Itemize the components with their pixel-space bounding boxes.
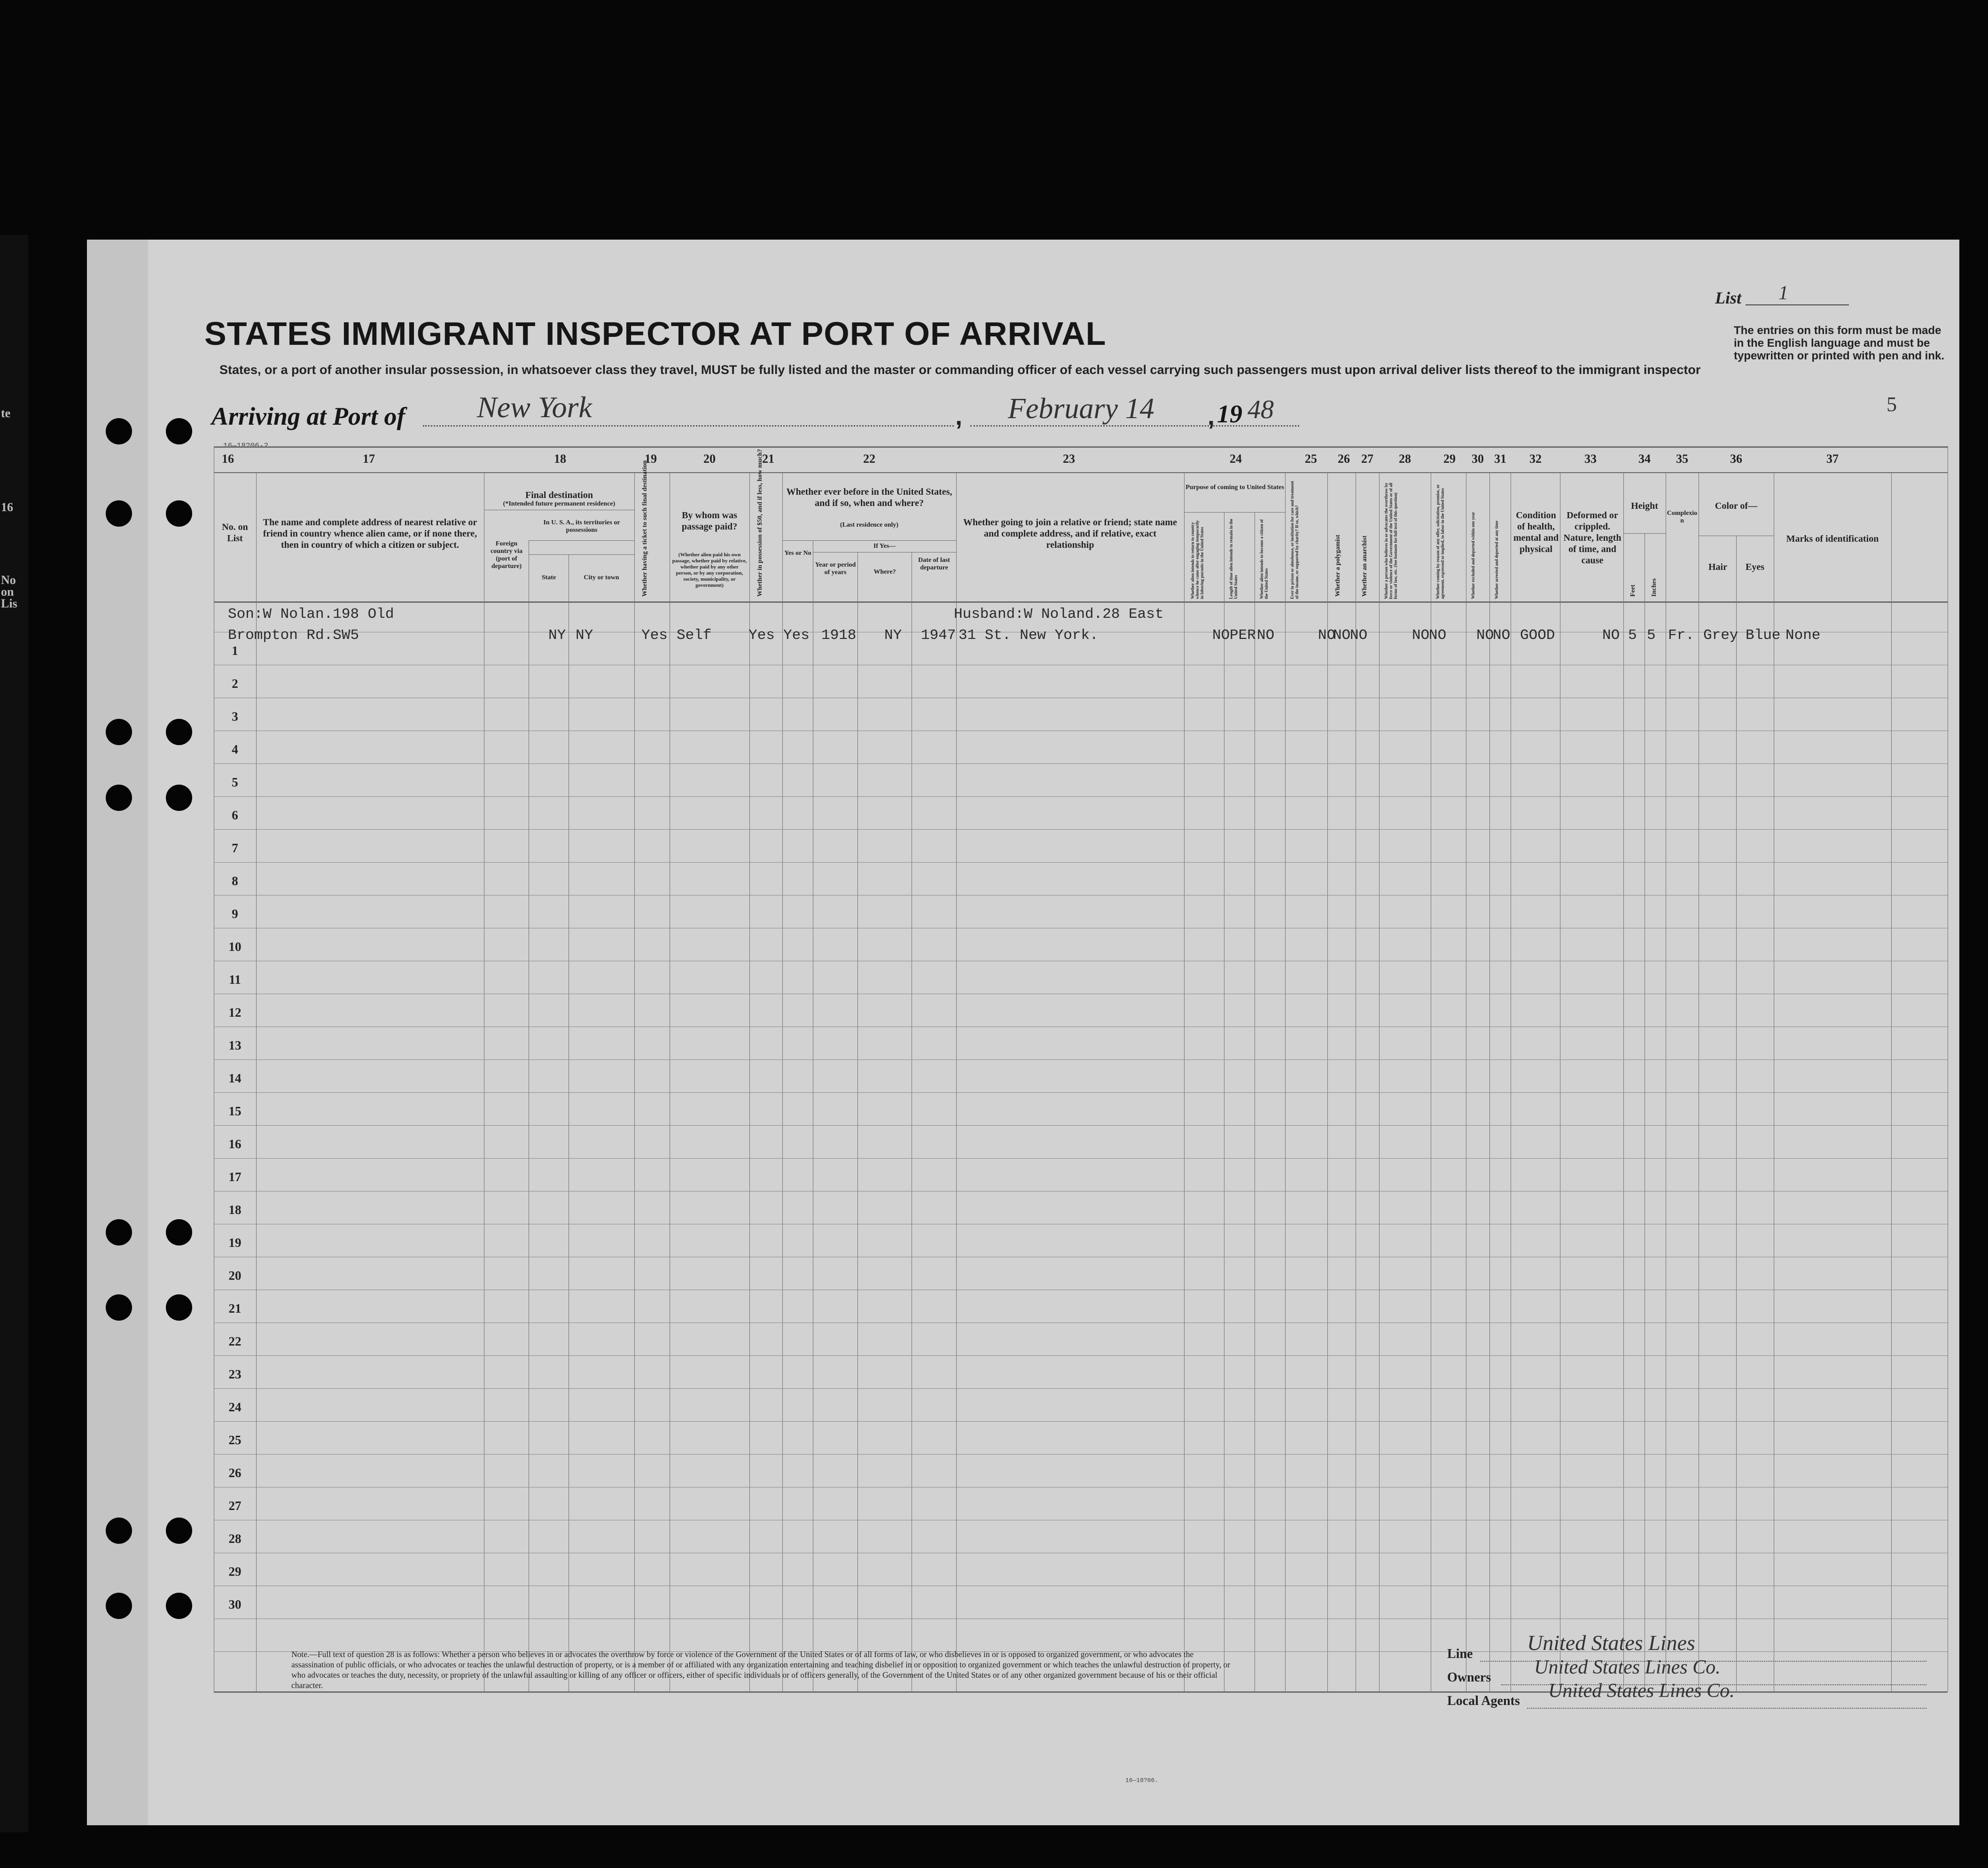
header-anarchist: Whether an anarchist <box>1361 535 1368 597</box>
owners-label: Owners <box>1447 1670 1491 1685</box>
subheader-line <box>813 552 956 553</box>
entry-excluded: NO <box>1476 627 1494 644</box>
year-value: 48 <box>1247 395 1274 424</box>
page-number: 5 <box>1887 393 1897 416</box>
row-number: 9 <box>232 907 238 921</box>
punch-hole <box>106 1593 132 1619</box>
header-prison: Ever in prison or almshouse, or institution for care and treatment of the insane, or supported by charity? If so, which? <box>1290 481 1299 599</box>
header-passage-note: (Whether alien paid his own passage, whether paid by relative, whether paid by any other person, or by any corporation, society, municipality, or government) <box>672 552 747 588</box>
punch-hole <box>166 500 192 527</box>
row-line <box>214 1125 1948 1126</box>
row-line <box>214 1158 1948 1159</box>
row-line <box>214 796 1948 797</box>
header-deformed: Deformed or crippled. Nature, length of time, and cause <box>1563 510 1622 566</box>
row-number: 1 <box>232 644 238 658</box>
header-purpose-citizen: Whether alien intends to become a citizen of the United States <box>1259 519 1269 599</box>
punch-hole <box>166 1294 192 1321</box>
header-city: City or town <box>584 574 619 581</box>
colnum-line <box>214 472 1948 473</box>
column-number: 29 <box>1443 452 1456 466</box>
header-health: Condition of health, mental and physical <box>1513 510 1559 554</box>
date-value: February 14 <box>1008 393 1154 425</box>
header-polygamist: Whether a polygamist <box>1334 535 1341 597</box>
subheader-line <box>529 554 634 555</box>
column-number: 37 <box>1826 452 1839 466</box>
header-final-destination: Final destination <box>525 490 593 500</box>
header-state: State <box>541 574 556 581</box>
column-number: 19 <box>645 452 657 466</box>
year-prefix: 19 <box>1217 400 1242 428</box>
comma: , <box>955 402 963 430</box>
punch-hole <box>106 719 132 745</box>
row-number: 17 <box>228 1170 242 1184</box>
local-agents-value: United States Lines Co. <box>1548 1680 1735 1702</box>
column-number: 34 <box>1638 452 1651 466</box>
punch-hole <box>166 785 192 811</box>
punch-hole <box>106 1294 132 1321</box>
entry-money: Yes <box>748 627 775 644</box>
entry-marks: None <box>1785 627 1821 644</box>
entry-last-departure: 1947 <box>921 627 956 644</box>
punch-hole <box>106 1219 132 1245</box>
entry-anarchist: NO <box>1350 627 1368 644</box>
column-number: 27 <box>1361 452 1373 466</box>
row-number: 5 <box>232 775 238 789</box>
port-line <box>423 425 954 427</box>
row-number: 16 <box>228 1137 242 1151</box>
col-divider <box>1327 472 1328 1691</box>
header-years: Year or period of years <box>815 561 856 576</box>
column-number: 25 <box>1305 452 1317 466</box>
header-last-residence-note: (Last residence only) <box>840 521 899 529</box>
row-number: 21 <box>228 1301 242 1315</box>
col-divider <box>1184 472 1185 1691</box>
col-divider <box>782 472 783 1691</box>
punch-hole <box>106 785 132 811</box>
row-number: 18 <box>228 1203 242 1217</box>
row-number: 23 <box>228 1367 242 1381</box>
header-if-yes: If Yes— <box>873 543 896 550</box>
binding-strip <box>87 240 148 1825</box>
column-number: 28 <box>1399 452 1411 466</box>
col-divider <box>256 472 257 1691</box>
entry-relative-line2: Brompton Rd.SW5 <box>228 627 359 644</box>
list-value: 1 <box>1778 282 1788 304</box>
entry-polygamist: NO <box>1333 627 1351 644</box>
row-number: 22 <box>228 1334 242 1348</box>
row-number: 2 <box>232 677 238 691</box>
col-divider <box>1285 472 1286 1691</box>
row-number: 14 <box>228 1071 242 1085</box>
column-number: 21 <box>762 452 774 466</box>
entry-join-line1: Husband:W Noland.28 East <box>954 606 1164 623</box>
local-agents-underline <box>1527 1708 1926 1709</box>
entry-ticket: Yes <box>641 627 668 644</box>
col-divider <box>634 472 635 1691</box>
entry-deported: NO <box>1493 627 1511 644</box>
line-label: Line <box>1447 1647 1473 1661</box>
entry-health: GOOD <box>1520 627 1555 644</box>
footnote-code: 16—18?06. <box>1125 1777 1159 1784</box>
entry-prison: NO <box>1318 627 1336 644</box>
column-number: 17 <box>363 452 375 466</box>
row-number: 11 <box>229 973 241 987</box>
header-complexion: Complexion <box>1667 510 1698 524</box>
entry-where: NY <box>884 627 902 644</box>
column-number: 18 <box>554 452 566 466</box>
header-deported: Whether arrested and deported at any time <box>1494 521 1499 599</box>
entry-relative-line1: Son:W Nolan.198 Old <box>228 606 394 623</box>
header-question-28: Whether a person who believes in or advocates the overthrow by force or violence of the Government of the United States or of all forms of law, etc. (See footnote for full text of this question) <box>1384 483 1398 599</box>
col-divider <box>1489 472 1490 1691</box>
header-yes-no: Yes or No <box>784 550 811 557</box>
edge-fragment: 16 <box>1 500 13 514</box>
column-number: 32 <box>1529 452 1542 466</box>
row-number: 24 <box>228 1400 242 1414</box>
column-number: 36 <box>1730 452 1742 466</box>
punch-hole <box>106 1518 132 1544</box>
header-purpose: Purpose of coming to United States <box>1185 484 1284 491</box>
header-feet: Feet <box>1629 584 1637 597</box>
column-number: 23 <box>1063 452 1075 466</box>
col-divider <box>1736 536 1737 1691</box>
entry-hair: Grey <box>1703 627 1739 644</box>
entry-question-28: NO <box>1412 627 1430 644</box>
header-purpose-length: Length of time alien intends to remain in the United States <box>1229 519 1238 599</box>
line-value: United States Lines <box>1527 1631 1695 1655</box>
column-number: 26 <box>1338 452 1350 466</box>
row-number: 30 <box>228 1597 242 1611</box>
table-top-line <box>214 446 1948 448</box>
punch-hole <box>106 418 132 444</box>
row-number: 12 <box>228 1005 242 1020</box>
header-last-departure: Date of last departure <box>918 557 950 571</box>
entry-state: NY <box>548 627 566 644</box>
row-line <box>214 862 1948 863</box>
subheader-line <box>782 540 956 541</box>
arriving-label: Arriving at Port of <box>211 402 405 430</box>
header-labor-offer: Whether coming by reason of any offer, solicitation, promise, or agreement, expressed or implied, to labor in the United States <box>1435 484 1445 599</box>
punch-hole <box>166 719 192 745</box>
col-divider <box>1891 472 1892 1691</box>
row-number: 19 <box>228 1236 242 1250</box>
edge-fragment: on <box>1 585 14 599</box>
row-number: 4 <box>232 742 238 756</box>
subheader-line <box>1184 512 1285 513</box>
form-title: STATES IMMIGRANT INSPECTOR AT PORT OF ARRIVAL <box>204 315 1107 352</box>
footnote-question-28: Note.—Full text of question 28 is as follows: Whether a person who believes in or advocates the overthrow by force or violence of the Government of the United States or of all forms of law, or who disbelieves in or is opposed to organized government, or who advocates the assassination of public officials, or who advocates or teaches the unlawful destruction of property, or is a member of or affiliated with any organization entertaining and teaching disbelief in or opposition to organized government or which teaches the unlawful destruction of property, or who advocates or teaches the duty, necessity, or propriety of the unlawful assaulting or killing of any officer or officers, either of specific individuals or of officers generally, of the Government of the United States or of any other organized government because of his or their official character. <box>291 1650 1231 1690</box>
row-number: 3 <box>232 709 238 724</box>
header-list-number: No. on List <box>222 522 248 544</box>
row-number: 20 <box>228 1269 242 1283</box>
header-join-relative: Whether going to join a relative or friend; state name and complete address, and if relative, exact relationship <box>963 517 1177 550</box>
entry-city: NY <box>576 627 593 644</box>
header-hair: Hair <box>1708 562 1727 572</box>
entry-labor-offer: NO <box>1429 627 1447 644</box>
header-relative-address: The name and complete address of nearest relative or friend in country whence alien came, or if none there, then in country of which a citizen or subject. <box>263 517 477 550</box>
header-destination-note: (*Intended future permanent residence) <box>503 500 616 507</box>
row-line <box>214 1092 1948 1093</box>
col-divider <box>749 472 750 1691</box>
row-number: 15 <box>228 1104 242 1118</box>
manifest-page <box>87 240 1959 1825</box>
column-number: 30 <box>1472 452 1484 466</box>
punch-hole <box>166 1219 192 1245</box>
header-eyes: Eyes <box>1746 562 1764 572</box>
port-value: New York <box>477 390 592 424</box>
row-line <box>214 1388 1948 1389</box>
local-agents-label: Local Agents <box>1447 1694 1520 1708</box>
header-color: Color of— <box>1715 501 1758 511</box>
entry-join-line2: 31 St. New York. <box>959 627 1099 644</box>
col-divider <box>956 472 957 1691</box>
header-marks: Marks of identification <box>1786 534 1879 544</box>
row-number: 25 <box>228 1433 242 1447</box>
row-number: 6 <box>232 808 238 822</box>
form-subtitle: States, or a port of another insular possession, in whatsoever class they travel, MUST be fully listed and the master or commanding officer of each vessel carrying such passengers must upon arrival deliver lists thereof to the immigrant inspector <box>219 363 1701 377</box>
row-number: 10 <box>228 940 242 954</box>
entry-inches: 5 <box>1647 627 1656 644</box>
edge-fragment: No <box>1 573 16 587</box>
subheader-line <box>1623 533 1666 534</box>
header-height: Height <box>1631 501 1658 511</box>
row-number: 7 <box>232 841 238 855</box>
header-excluded: Whether excluded and deported within one year <box>1471 512 1475 599</box>
entry-purpose: NO <box>1212 627 1230 644</box>
header-money: Whether in possession of $50, and if less, how much? <box>756 449 764 597</box>
row-line <box>214 829 1948 830</box>
row-number: 28 <box>228 1532 242 1546</box>
film-edge <box>0 235 28 1832</box>
entry-feet: 5 <box>1628 627 1637 644</box>
english-notice: The entries on this form must be made in the English language and must be typewritten or printed with pen and ink. <box>1734 324 1945 362</box>
punch-hole <box>106 500 132 527</box>
header-foreign-country: Foreign country via (port of departure) <box>490 540 523 570</box>
column-number: 16 <box>222 452 234 466</box>
header-inches: Inches <box>1651 578 1658 597</box>
row-number: 27 <box>228 1499 242 1513</box>
subheader-line <box>529 540 634 541</box>
punch-hole <box>166 418 192 444</box>
comma: , <box>1208 402 1215 430</box>
entry-before-us: Yes <box>783 627 810 644</box>
punch-hole <box>166 1593 192 1619</box>
list-label: List <box>1715 288 1742 307</box>
header-where: Where? <box>873 568 896 576</box>
entry-deformed: NO <box>1602 627 1620 644</box>
edge-fragment: te <box>1 406 11 420</box>
form-code: 16—18?06-2 <box>223 442 269 450</box>
col-divider <box>1379 472 1380 1691</box>
owners-value: United States Lines Co. <box>1534 1657 1721 1678</box>
column-number: 33 <box>1584 452 1597 466</box>
header-usa: In U. S. A., its territories or possessions <box>543 519 620 534</box>
header-before-us: Whether ever before in the United States, and if so, when and where? <box>786 487 952 508</box>
header-bottom-line <box>214 601 1948 603</box>
header-ticket: Whether having a ticket to such final destination <box>641 460 648 597</box>
column-number: 20 <box>703 452 716 466</box>
row-line <box>214 1355 1948 1356</box>
row-line <box>214 1421 1948 1422</box>
header-purpose-return: Whether alien intends to return to country whence he came after engaging temporarily in laboring pursuits in the United States <box>1190 520 1204 599</box>
entry-complexion: Fr. <box>1668 627 1694 644</box>
entry-eyes: Blue <box>1746 627 1781 644</box>
row-number: 26 <box>228 1466 242 1480</box>
column-number: 22 <box>863 452 875 466</box>
row-number: 8 <box>232 874 238 888</box>
column-number: 24 <box>1230 452 1242 466</box>
punch-hole <box>166 1518 192 1544</box>
header-passage-paid: By whom was passage paid? <box>681 510 738 532</box>
column-number: 31 <box>1494 452 1506 466</box>
entry-length: PER <box>1230 627 1256 644</box>
row-number: 13 <box>228 1038 242 1052</box>
row-line <box>214 763 1948 764</box>
entry-citizen: NO <box>1257 627 1275 644</box>
entry-years: 1918 <box>821 627 857 644</box>
row-line <box>214 1454 1948 1455</box>
row-number: 29 <box>228 1564 242 1579</box>
edge-fragment: Lis <box>1 597 17 610</box>
col-divider <box>1623 472 1624 1691</box>
column-number: 35 <box>1676 452 1688 466</box>
list-line <box>1746 304 1849 305</box>
row-line <box>214 1059 1948 1060</box>
entry-paid-by: Self <box>677 627 712 644</box>
